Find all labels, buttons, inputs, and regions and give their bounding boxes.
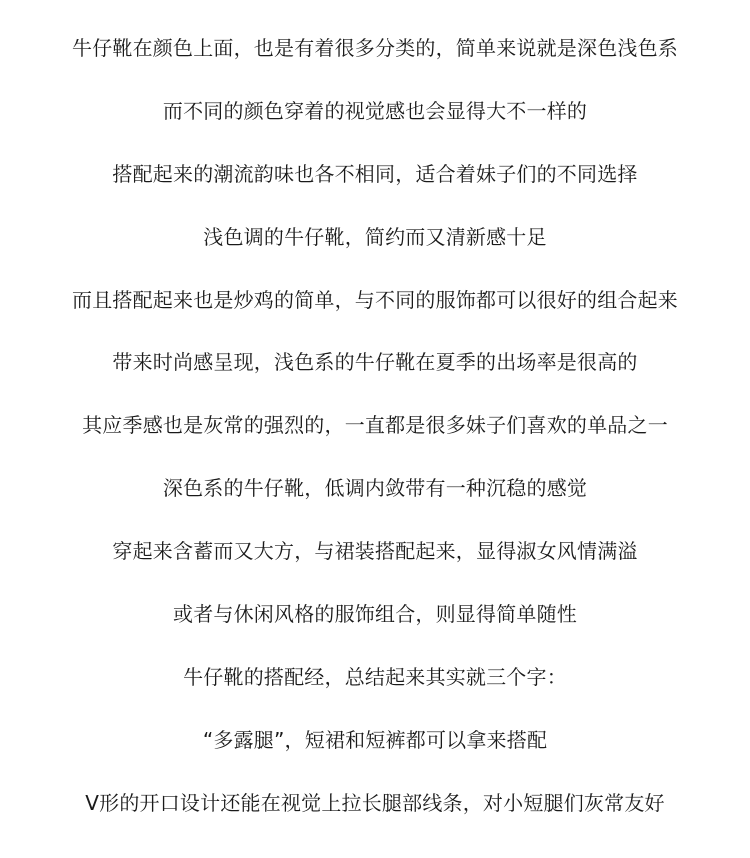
- text-line-8: 深色系的牛仔靴，低调内敛带有一种沉稳的感觉: [162, 476, 588, 501]
- text-line-4: 浅色调的牛仔靴，简约而又清新感十足: [203, 224, 547, 249]
- text-line-1: 牛仔靴在颜色上面，也是有着很多分类的，简单来说就是深色浅色系: [72, 36, 678, 60]
- text-line-7: 其应季感也是灰常的强烈的，一直都是很多妹子们喜欢的单品之一: [82, 413, 668, 438]
- text-line-3: 搭配起来的潮流韵味也各不相同，适合着妹子们的不同选择: [112, 161, 638, 186]
- text-line-6: 带来时尚感呈现，浅色系的牛仔靴在夏季的出场率是很高的: [112, 350, 638, 375]
- text-line-12: “多露腿”，短裙和短裤都可以拿来搭配: [202, 727, 548, 752]
- text-line-9: 穿起来含蓄而又大方，与裙装搭配起来，显得淑女风情满溢: [112, 539, 638, 564]
- text-line-11: 牛仔靴的搭配经，总结起来其实就三个字：: [183, 664, 567, 689]
- text-line-5: 而且搭配起来也是炒鸡的简单，与不同的服饰都可以很好的组合起来: [72, 287, 678, 312]
- text-line-2: 而不同的颜色穿着的视觉感也会显得大不一样的: [162, 98, 588, 123]
- text-line-10: 或者与休闲风格的服饰组合，则显得简单随性: [173, 602, 577, 627]
- text-line-13: V形的开口设计还能在视觉上拉长腿部线条，对小短腿们灰常友好: [85, 790, 665, 815]
